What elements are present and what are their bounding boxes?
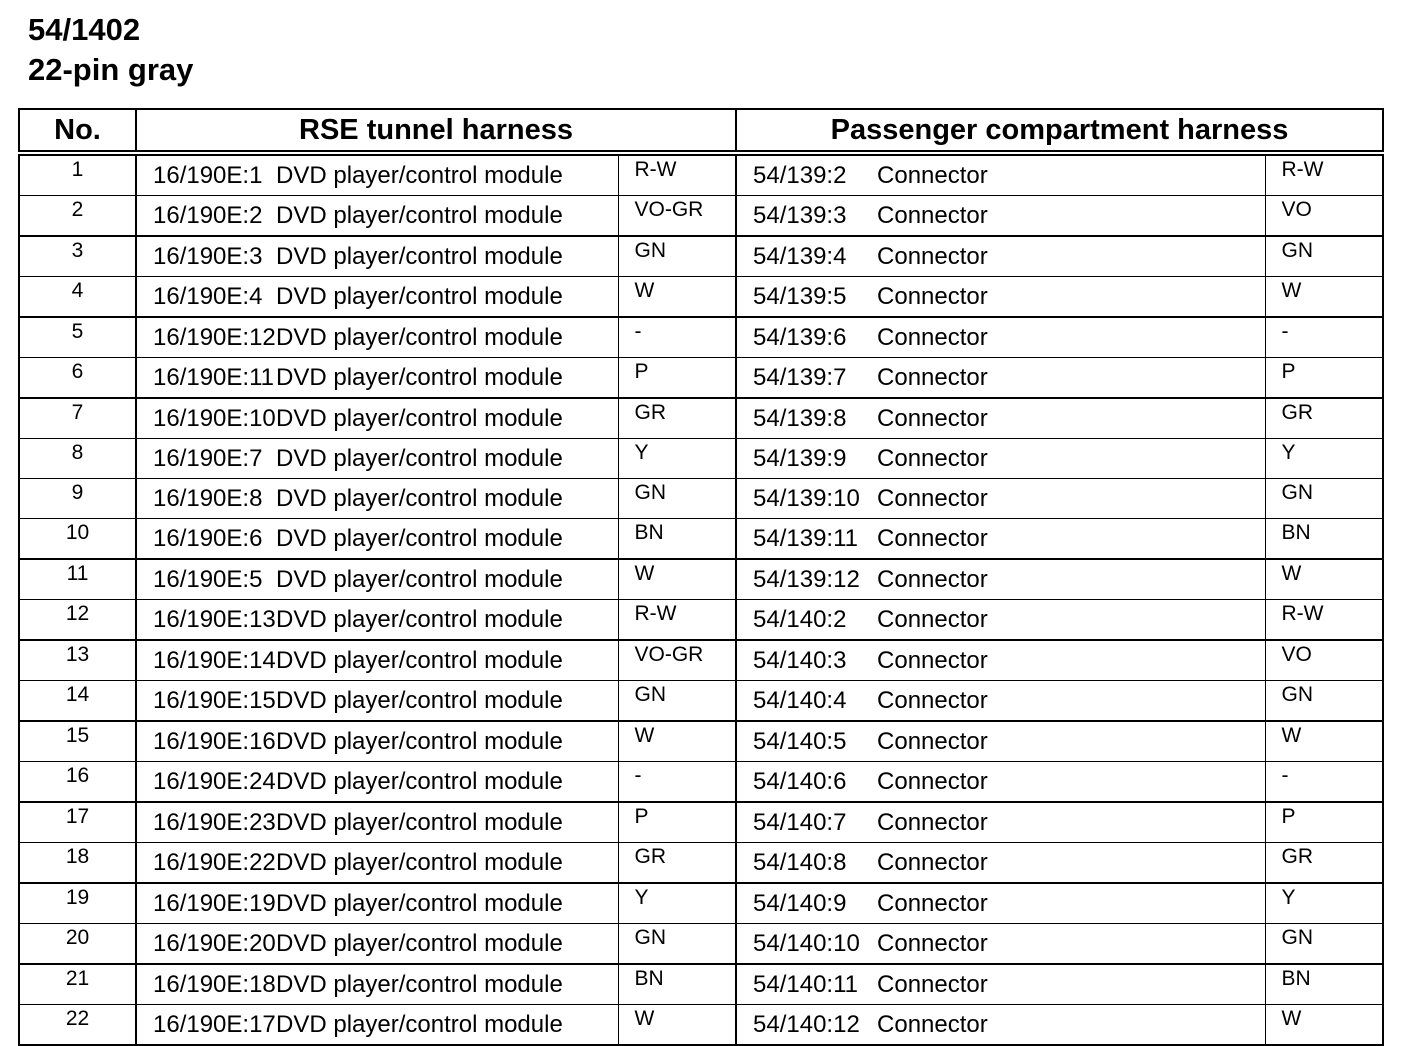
passenger-component: Connector xyxy=(877,358,1265,399)
passenger-component: Connector xyxy=(877,236,1265,277)
rse-terminal-id: 16/190E:5 xyxy=(136,559,276,600)
passenger-terminal-id: 54/139:11 xyxy=(736,519,877,560)
rse-component: DVD player/control module xyxy=(276,317,618,358)
rse-wire-color: VO-GR xyxy=(618,640,736,681)
passenger-component: Connector xyxy=(877,153,1265,196)
rse-terminal-id: 16/190E:8 xyxy=(136,479,276,519)
pin-number: 20 xyxy=(19,924,136,965)
table-row xyxy=(19,883,1383,924)
rse-terminal-id: 16/190E:10 xyxy=(136,398,276,439)
rse-wire-color: BN xyxy=(618,964,736,1005)
document-heading xyxy=(28,10,193,90)
passenger-wire-color: - xyxy=(1265,317,1383,358)
rse-component: DVD player/control module xyxy=(276,398,618,439)
passenger-terminal-id: 54/139:2 xyxy=(736,153,877,196)
rse-component: DVD player/control module xyxy=(276,153,618,196)
pin-number: 16 xyxy=(19,762,136,803)
rse-wire-color: W xyxy=(618,1005,736,1046)
pin-number: 18 xyxy=(19,843,136,884)
passenger-wire-color: GN xyxy=(1265,924,1383,965)
passenger-terminal-id: 54/139:7 xyxy=(736,358,877,399)
rse-component: DVD player/control module xyxy=(276,681,618,722)
rse-terminal-id: 16/190E:19 xyxy=(136,883,276,924)
rse-component: DVD player/control module xyxy=(276,924,618,965)
rse-component: DVD player/control module xyxy=(276,519,618,560)
passenger-component: Connector xyxy=(877,398,1265,439)
rse-terminal-id: 16/190E:7 xyxy=(136,439,276,479)
pin-number: 6 xyxy=(19,358,136,399)
passenger-component: Connector xyxy=(877,559,1265,600)
table-row xyxy=(19,721,1383,762)
rse-wire-color: W xyxy=(618,277,736,318)
rse-terminal-id: 16/190E:24 xyxy=(136,762,276,803)
rse-wire-color: - xyxy=(618,317,736,358)
passenger-component: Connector xyxy=(877,519,1265,560)
rse-wire-color: - xyxy=(618,762,736,803)
rse-component: DVD player/control module xyxy=(276,964,618,1005)
rse-component: DVD player/control module xyxy=(276,883,618,924)
table-row xyxy=(19,640,1383,681)
pin-number: 10 xyxy=(19,519,136,560)
rse-wire-color: Y xyxy=(618,439,736,479)
passenger-component: Connector xyxy=(877,924,1265,965)
pin-number: 14 xyxy=(19,681,136,722)
rse-wire-color: BN xyxy=(618,519,736,560)
passenger-terminal-id: 54/139:5 xyxy=(736,277,877,318)
pin-number: 5 xyxy=(19,317,136,358)
passenger-terminal-id: 54/139:12 xyxy=(736,559,877,600)
passenger-wire-color: R-W xyxy=(1265,600,1383,641)
passenger-terminal-id: 54/139:6 xyxy=(736,317,877,358)
table-row xyxy=(19,236,1383,277)
passenger-wire-color: P xyxy=(1265,802,1383,843)
pin-number: 2 xyxy=(19,196,136,237)
table-body xyxy=(19,153,1383,1045)
passenger-wire-color: Y xyxy=(1265,883,1383,924)
rse-terminal-id: 16/190E:18 xyxy=(136,964,276,1005)
passenger-terminal-id: 54/140:10 xyxy=(736,924,877,965)
table-row xyxy=(19,1005,1383,1046)
rse-terminal-id: 16/190E:15 xyxy=(136,681,276,722)
table-row xyxy=(19,398,1383,439)
pin-number: 12 xyxy=(19,600,136,641)
passenger-terminal-id: 54/140:3 xyxy=(736,640,877,681)
rse-terminal-id: 16/190E:17 xyxy=(136,1005,276,1046)
header-rse-tunnel-harness: RSE tunnel harness xyxy=(136,109,736,153)
table-row xyxy=(19,802,1383,843)
rse-wire-color: Y xyxy=(618,883,736,924)
passenger-component: Connector xyxy=(877,196,1265,237)
passenger-wire-color: W xyxy=(1265,1005,1383,1046)
rse-component: DVD player/control module xyxy=(276,277,618,318)
rse-component: DVD player/control module xyxy=(276,439,618,479)
passenger-terminal-id: 54/139:3 xyxy=(736,196,877,237)
rse-terminal-id: 16/190E:22 xyxy=(136,843,276,884)
passenger-terminal-id: 54/140:6 xyxy=(736,762,877,803)
pin-number: 4 xyxy=(19,277,136,318)
rse-terminal-id: 16/190E:23 xyxy=(136,802,276,843)
table-row xyxy=(19,519,1383,560)
passenger-component: Connector xyxy=(877,802,1265,843)
connector-description: 22-pin gray xyxy=(28,52,194,87)
passenger-terminal-id: 54/139:8 xyxy=(736,398,877,439)
pin-number: 1 xyxy=(19,153,136,196)
passenger-wire-color: W xyxy=(1265,559,1383,600)
passenger-wire-color: BN xyxy=(1265,964,1383,1005)
pin-number: 19 xyxy=(19,883,136,924)
rse-component: DVD player/control module xyxy=(276,559,618,600)
pin-number: 3 xyxy=(19,236,136,277)
passenger-component: Connector xyxy=(877,681,1265,722)
passenger-wire-color: GN xyxy=(1265,681,1383,722)
rse-wire-color: GN xyxy=(618,924,736,965)
rse-terminal-id: 16/190E:4 xyxy=(136,277,276,318)
table-row xyxy=(19,277,1383,318)
passenger-wire-color: R-W xyxy=(1265,153,1383,196)
table-row xyxy=(19,762,1383,803)
rse-terminal-id: 16/190E:16 xyxy=(136,721,276,762)
rse-component: DVD player/control module xyxy=(276,358,618,399)
pin-number: 8 xyxy=(19,439,136,479)
table-row xyxy=(19,317,1383,358)
rse-terminal-id: 16/190E:6 xyxy=(136,519,276,560)
table-row xyxy=(19,196,1383,237)
passenger-component: Connector xyxy=(877,883,1265,924)
rse-terminal-id: 16/190E:11 xyxy=(136,358,276,399)
passenger-component: Connector xyxy=(877,439,1265,479)
rse-component: DVD player/control module xyxy=(276,479,618,519)
passenger-component: Connector xyxy=(877,964,1265,1005)
pin-number: 7 xyxy=(19,398,136,439)
passenger-wire-color: P xyxy=(1265,358,1383,399)
rse-terminal-id: 16/190E:3 xyxy=(136,236,276,277)
passenger-terminal-id: 54/139:9 xyxy=(736,439,877,479)
rse-wire-color: R-W xyxy=(618,153,736,196)
table-row xyxy=(19,358,1383,399)
passenger-wire-color: VO xyxy=(1265,640,1383,681)
table-row xyxy=(19,439,1383,479)
passenger-wire-color: GR xyxy=(1265,843,1383,884)
passenger-terminal-id: 54/140:7 xyxy=(736,802,877,843)
rse-wire-color: GN xyxy=(618,479,736,519)
pin-number: 21 xyxy=(19,964,136,1005)
passenger-component: Connector xyxy=(877,843,1265,884)
passenger-component: Connector xyxy=(877,277,1265,318)
rse-terminal-id: 16/190E:14 xyxy=(136,640,276,681)
passenger-wire-color: Y xyxy=(1265,439,1383,479)
passenger-component: Connector xyxy=(877,721,1265,762)
table-row xyxy=(19,153,1383,196)
rse-wire-color: GR xyxy=(618,843,736,884)
table-header-row xyxy=(19,109,1383,153)
pin-number: 15 xyxy=(19,721,136,762)
pin-number: 22 xyxy=(19,1005,136,1046)
connector-code: 54/1402 xyxy=(28,12,141,47)
passenger-component: Connector xyxy=(877,640,1265,681)
table-row xyxy=(19,600,1383,641)
passenger-terminal-id: 54/139:4 xyxy=(736,236,877,277)
pin-number: 17 xyxy=(19,802,136,843)
rse-component: DVD player/control module xyxy=(276,1005,618,1046)
header-no: No. xyxy=(19,109,136,153)
pin-number: 11 xyxy=(19,559,136,600)
pin-number: 9 xyxy=(19,479,136,519)
rse-component: DVD player/control module xyxy=(276,843,618,884)
rse-wire-color: GN xyxy=(618,681,736,722)
passenger-terminal-id: 54/140:11 xyxy=(736,964,877,1005)
rse-component: DVD player/control module xyxy=(276,640,618,681)
passenger-component: Connector xyxy=(877,762,1265,803)
passenger-wire-color: - xyxy=(1265,762,1383,803)
rse-component: DVD player/control module xyxy=(276,600,618,641)
passenger-wire-color: W xyxy=(1265,277,1383,318)
rse-wire-color: GN xyxy=(618,236,736,277)
rse-wire-color: R-W xyxy=(618,600,736,641)
rse-terminal-id: 16/190E:2 xyxy=(136,196,276,237)
passenger-wire-color: GR xyxy=(1265,398,1383,439)
rse-wire-color: VO-GR xyxy=(618,196,736,237)
rse-wire-color: P xyxy=(618,358,736,399)
passenger-component: Connector xyxy=(877,317,1265,358)
rse-component: DVD player/control module xyxy=(276,721,618,762)
table-row xyxy=(19,843,1383,884)
pin-number: 13 xyxy=(19,640,136,681)
passenger-terminal-id: 54/140:2 xyxy=(736,600,877,641)
passenger-terminal-id: 54/140:8 xyxy=(736,843,877,884)
pinout-table xyxy=(18,108,1384,1046)
table-row xyxy=(19,924,1383,965)
table-row xyxy=(19,559,1383,600)
passenger-component: Connector xyxy=(877,600,1265,641)
passenger-component: Connector xyxy=(877,1005,1265,1046)
rse-terminal-id: 16/190E:12 xyxy=(136,317,276,358)
passenger-terminal-id: 54/140:4 xyxy=(736,681,877,722)
table-row xyxy=(19,964,1383,1005)
rse-component: DVD player/control module xyxy=(276,802,618,843)
rse-component: DVD player/control module xyxy=(276,196,618,237)
rse-component: DVD player/control module xyxy=(276,236,618,277)
passenger-terminal-id: 54/139:10 xyxy=(736,479,877,519)
passenger-wire-color: GN xyxy=(1265,479,1383,519)
header-passenger-compartment-harness: Passenger compartment harness xyxy=(736,109,1383,153)
passenger-terminal-id: 54/140:5 xyxy=(736,721,877,762)
table-row xyxy=(19,681,1383,722)
rse-terminal-id: 16/190E:1 xyxy=(136,153,276,196)
rse-component: DVD player/control module xyxy=(276,762,618,803)
rse-wire-color: GR xyxy=(618,398,736,439)
passenger-terminal-id: 54/140:9 xyxy=(736,883,877,924)
rse-terminal-id: 16/190E:13 xyxy=(136,600,276,641)
rse-wire-color: W xyxy=(618,721,736,762)
rse-wire-color: P xyxy=(618,802,736,843)
passenger-wire-color: GN xyxy=(1265,236,1383,277)
passenger-terminal-id: 54/140:12 xyxy=(736,1005,877,1046)
rse-terminal-id: 16/190E:20 xyxy=(136,924,276,965)
rse-wire-color: W xyxy=(618,559,736,600)
table-row xyxy=(19,479,1383,519)
passenger-component: Connector xyxy=(877,479,1265,519)
passenger-wire-color: VO xyxy=(1265,196,1383,237)
passenger-wire-color: BN xyxy=(1265,519,1383,560)
passenger-wire-color: W xyxy=(1265,721,1383,762)
